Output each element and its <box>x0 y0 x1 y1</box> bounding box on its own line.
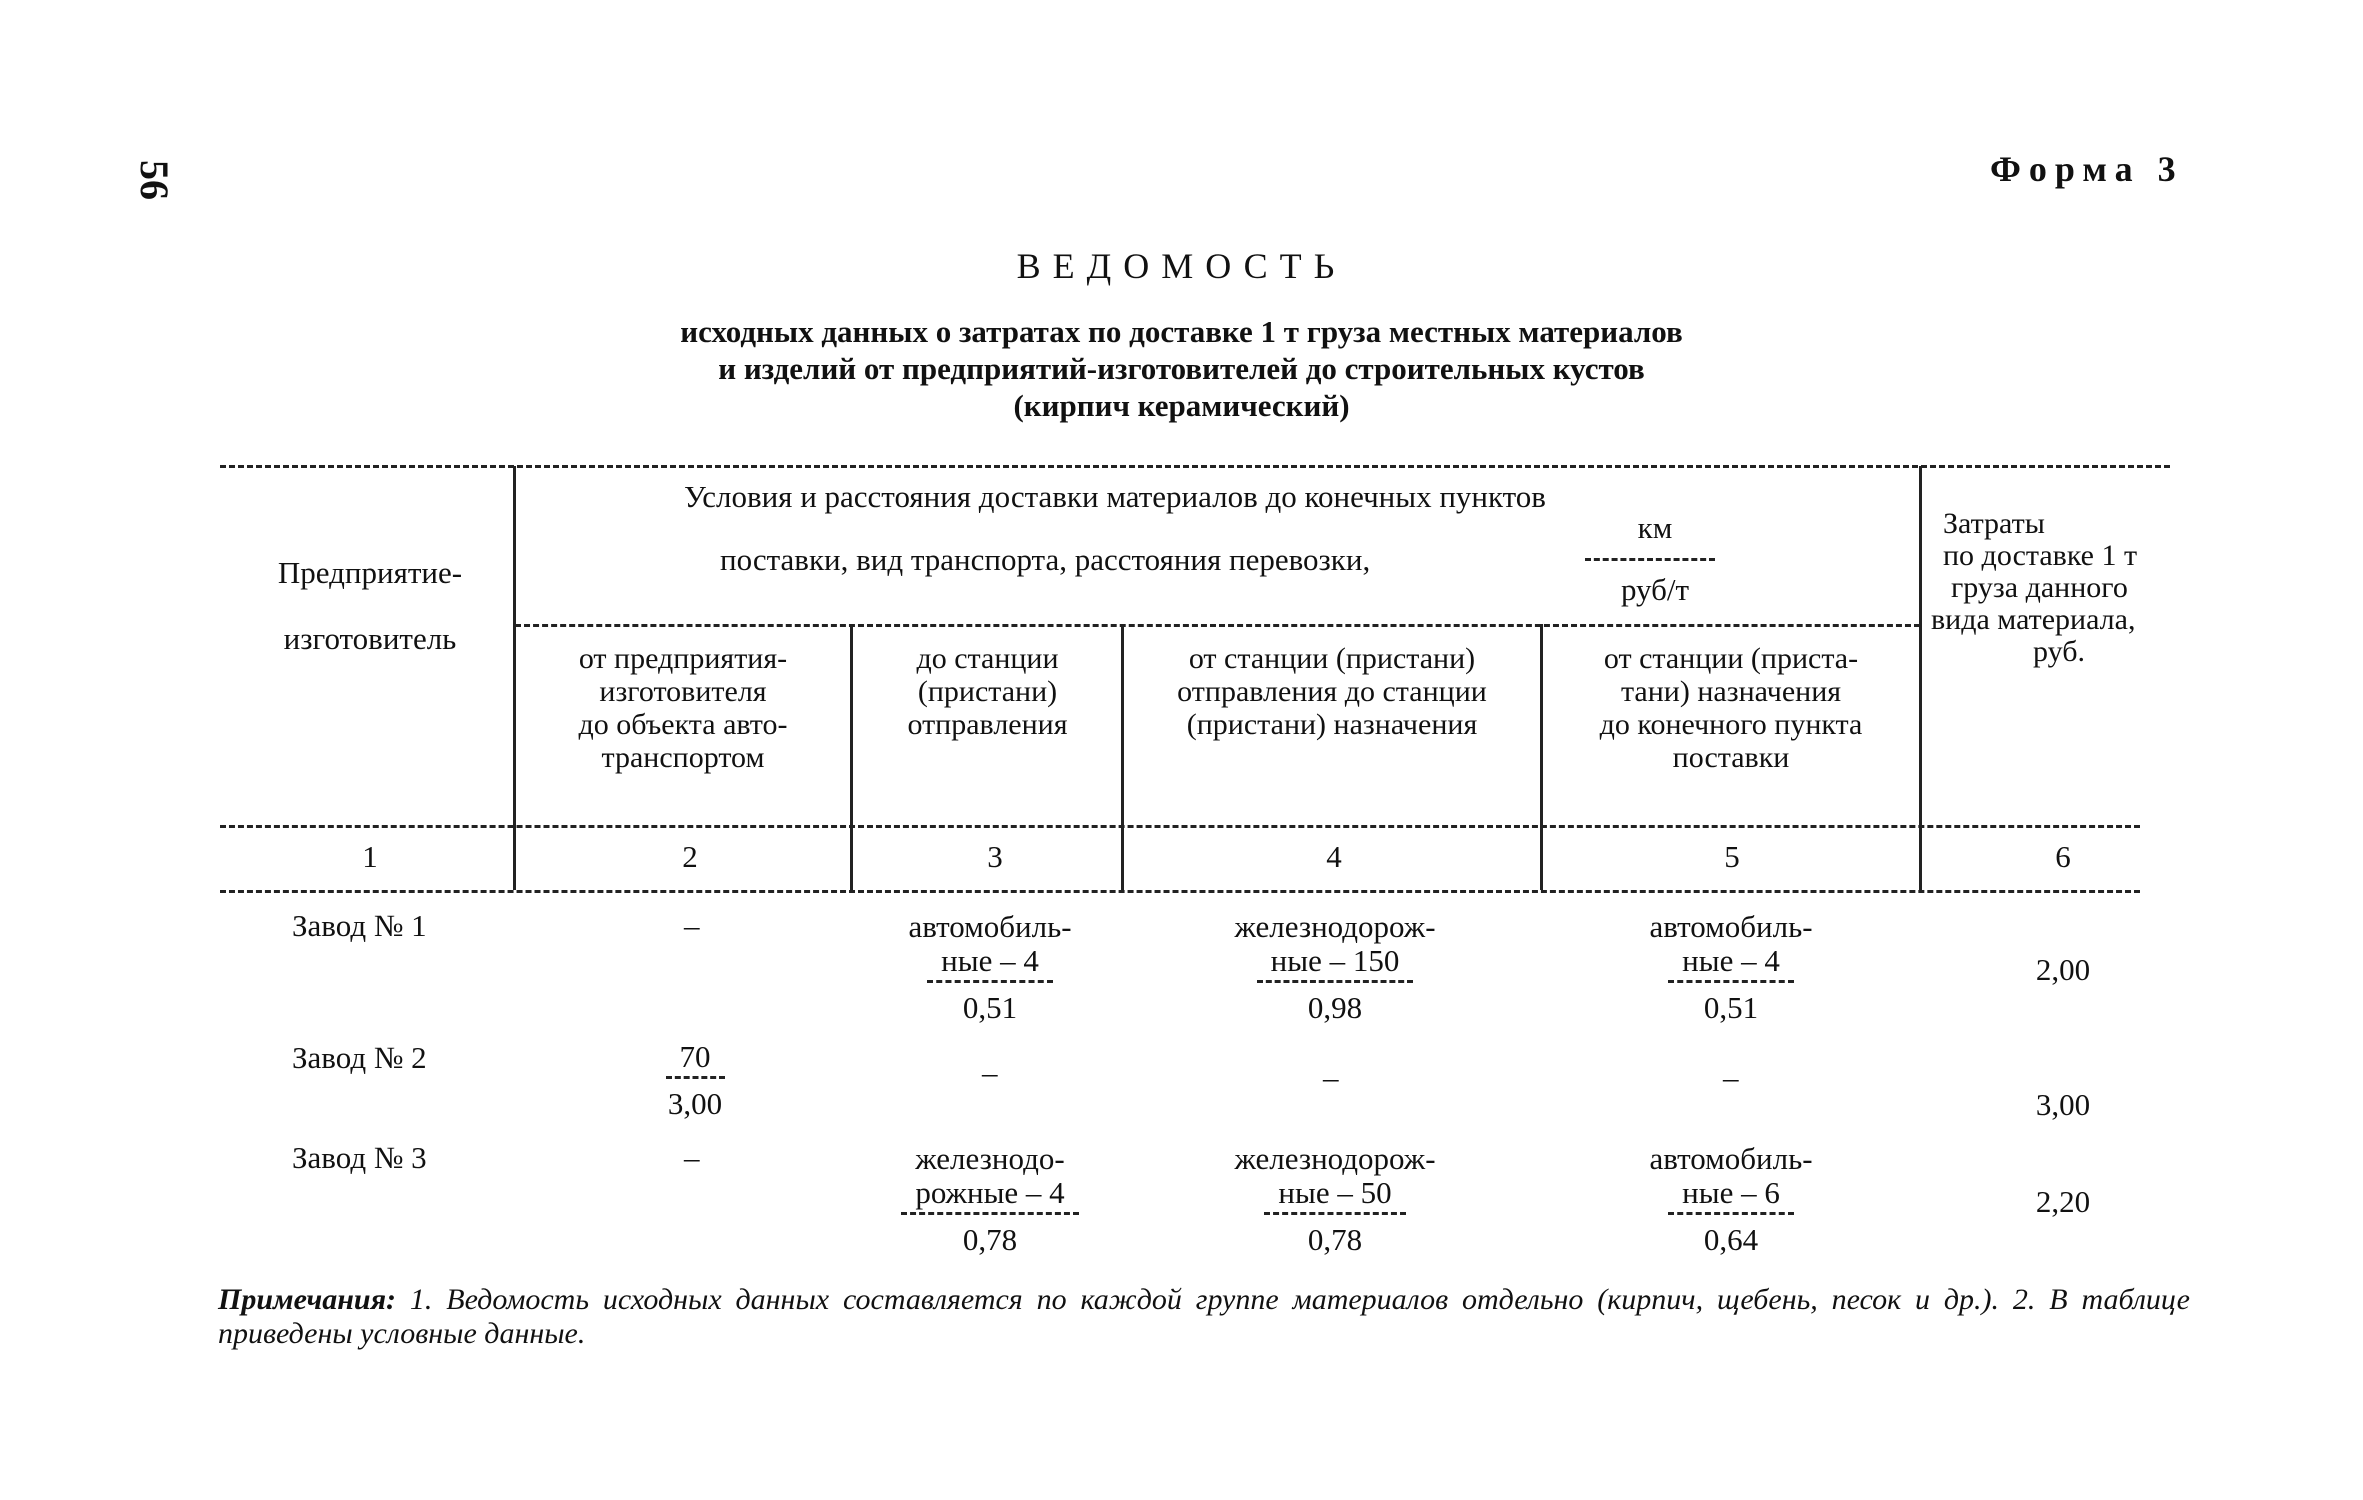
transport-fraction <box>860 1142 1120 1257</box>
notes-text: 1. Ведомость исходных данных составляется по каждой группе материалов отдельно (кирпич, щебень, песок и др.). 2. В таблице приведены условные данные. <box>218 1283 2190 1350</box>
transport-distance: ные – 150 <box>1257 944 1414 983</box>
column-number: 4 <box>1326 839 1342 874</box>
empty-value-dash: – <box>1723 1060 1739 1095</box>
header-bottom-rule <box>220 825 2140 828</box>
header-text: руб. <box>2033 635 2085 668</box>
subheader-col2 <box>518 642 848 774</box>
subheader-col4 <box>1126 642 1538 741</box>
header-enterprise <box>230 540 510 672</box>
subheader-rule <box>515 624 1920 627</box>
transport-fraction <box>600 1040 790 1121</box>
column-number: 1 <box>362 839 378 874</box>
transport-cost: 0,64 <box>1703 1222 1759 1257</box>
document-title: ВЕДОМОСТЬ <box>1016 246 1347 286</box>
transport-type: железнодорож- <box>1234 909 1436 944</box>
header-costs <box>1925 508 2185 668</box>
subtitle-line: (кирпич керамический) <box>1013 388 1350 423</box>
page-number: 56 <box>132 160 177 200</box>
header-text: груза данного <box>1951 571 2128 604</box>
transport-cost: 0,78 <box>962 1222 1018 1257</box>
delivery-cost: 3,00 <box>2035 1087 2091 1122</box>
empty-value-dash: – <box>982 1055 998 1090</box>
column-number: 5 <box>1724 839 1740 874</box>
column-divider <box>1540 624 1543 890</box>
header-unit-numerator: км <box>1637 510 1673 545</box>
header-text: от станции (приста- <box>1603 642 1859 675</box>
document-subtitle <box>0 313 2363 424</box>
subheader-col5 <box>1545 642 1917 774</box>
header-text: до станции <box>916 642 1059 675</box>
transport-fraction <box>1130 1142 1540 1257</box>
transport-distance: рожные – 4 <box>901 1176 1078 1215</box>
transport-type: железнодорож- <box>1234 1141 1436 1176</box>
row-enterprise-name: Завод № 3 <box>292 1140 427 1175</box>
header-unit-denominator: руб/т <box>1620 572 1690 607</box>
column-divider <box>513 466 516 890</box>
transport-cost: 0,78 <box>1307 1222 1363 1257</box>
notes <box>218 1283 2190 1351</box>
header-text: изготовителя <box>599 675 767 708</box>
row-enterprise-name: Завод № 1 <box>292 908 427 943</box>
transport-distance: ные – 4 <box>1668 944 1794 983</box>
header-text: отправления до станции <box>1177 675 1487 708</box>
unit-fraction-rule <box>1585 558 1715 561</box>
header-text: до объекта авто- <box>578 708 788 741</box>
subheader-col3 <box>855 642 1120 741</box>
transport-type: автомобиль- <box>1649 1141 1813 1176</box>
header-text: Предприятие- <box>277 555 463 590</box>
transport-distance: ные – 50 <box>1264 1176 1405 1215</box>
empty-value-dash: – <box>684 908 700 943</box>
transport-cost: 0,51 <box>1703 990 1759 1025</box>
header-text: до конечного пункта <box>1599 708 1863 741</box>
transport-cost: 3,00 <box>667 1086 723 1121</box>
transport-fraction <box>1545 910 1917 1025</box>
notes-label: Примечания: <box>218 1283 397 1316</box>
transport-cost: 0,98 <box>1307 990 1363 1025</box>
column-number: 3 <box>987 839 1003 874</box>
subtitle-line: и изделий от предприятий-изготовителей до строительных кустов <box>718 351 1645 386</box>
transport-distance: ные – 6 <box>1668 1176 1794 1215</box>
header-text: поставки <box>1672 741 1790 774</box>
column-divider <box>850 624 853 890</box>
subtitle-line: исходных данных о затратах по доставке 1 т груза местных материалов <box>680 314 1683 349</box>
column-divider <box>1919 466 1922 890</box>
header-text: вида материала, <box>1931 603 2136 636</box>
row-enterprise-name: Завод № 2 <box>292 1040 427 1075</box>
transport-type: автомобиль- <box>908 909 1072 944</box>
transport-distance: ные – 4 <box>927 944 1053 983</box>
header-text: по доставке 1 т <box>1943 539 2138 572</box>
empty-value-dash: – <box>684 1140 700 1175</box>
transport-fraction <box>860 910 1120 1025</box>
header-conditions-line2: поставки, вид транспорта, расстояния перевозки, <box>720 542 1371 577</box>
column-numbers-rule <box>220 890 2140 893</box>
header-text: (пристани) назначения <box>1186 708 1478 741</box>
transport-fraction <box>1130 910 1540 1025</box>
transport-fraction <box>1545 1142 1917 1257</box>
transport-type: автомобиль- <box>1649 909 1813 944</box>
header-conditions <box>560 480 1860 513</box>
column-number: 2 <box>682 839 698 874</box>
delivery-cost: 2,20 <box>2035 1184 2091 1219</box>
header-text: тани) назначения <box>1620 675 1842 708</box>
delivery-cost: 2,00 <box>2035 952 2091 987</box>
header-text: изготовитель <box>283 621 457 656</box>
header-text: отправления <box>907 708 1068 741</box>
header-text: Условия и расстояния доставки материалов до конечных пунктов <box>684 479 1546 514</box>
column-divider <box>1121 624 1124 890</box>
column-number: 6 <box>2055 839 2071 874</box>
transport-type: железнодо- <box>915 1141 1065 1176</box>
header-text: транспортом <box>601 741 765 774</box>
form-label: Форма 3 <box>1990 149 2184 189</box>
transport-cost: 0,51 <box>962 990 1018 1025</box>
empty-value-dash: – <box>1323 1060 1339 1095</box>
transport-distance: 70 <box>666 1040 725 1079</box>
header-text: (пристани) <box>917 675 1058 708</box>
header-text: Затраты <box>1943 507 2045 540</box>
header-text: от станции (пристани) <box>1188 642 1476 675</box>
header-text: от предприятия- <box>578 642 788 675</box>
